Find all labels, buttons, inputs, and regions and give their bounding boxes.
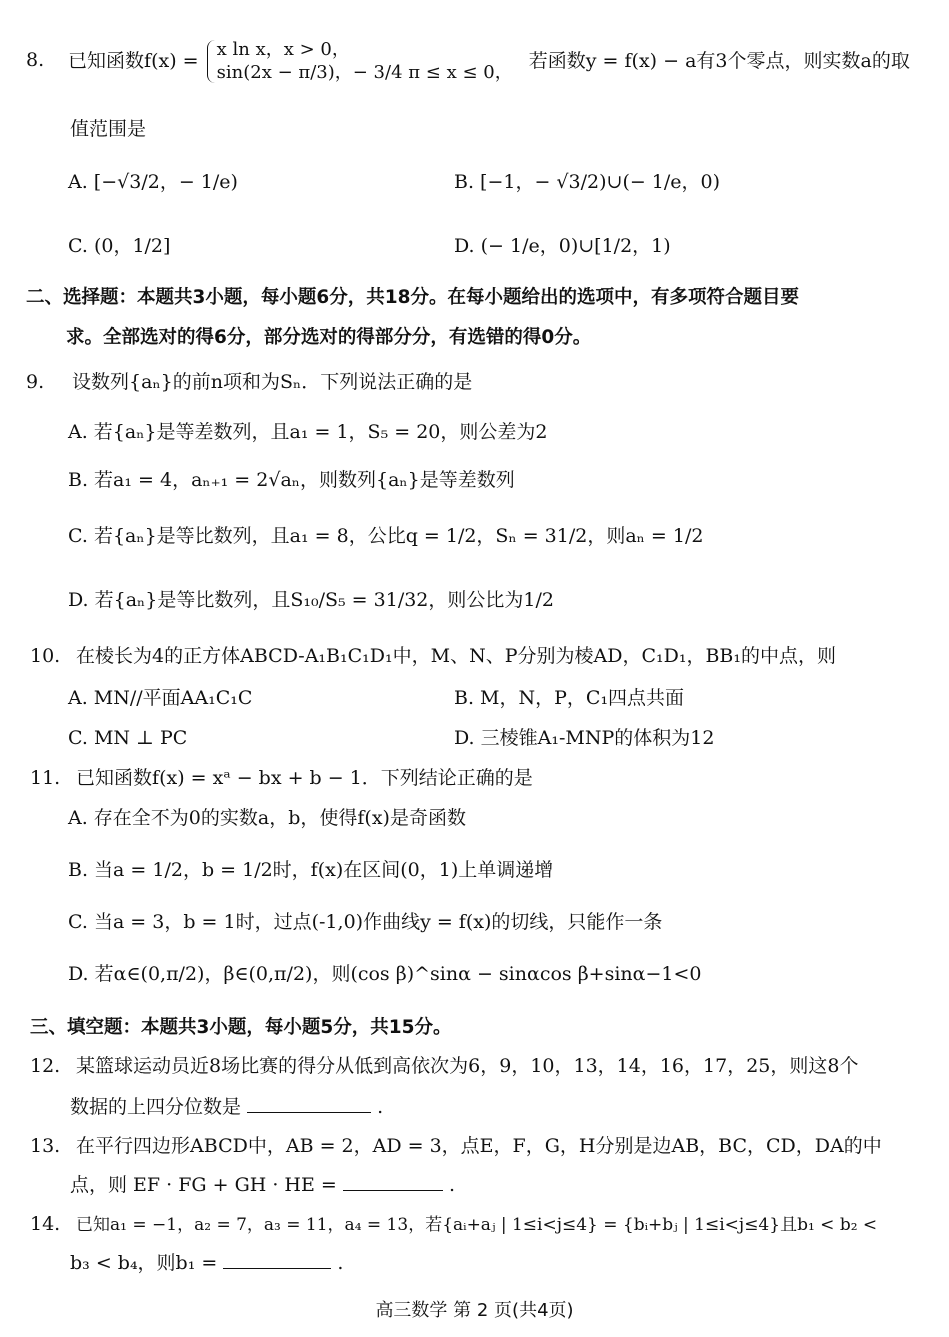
q8-stem-a: 已知函数f(x) = [68, 50, 199, 73]
q14-number: 14. [30, 1213, 61, 1235]
q10-row [30, 644, 836, 669]
q8-piecewise [205, 38, 513, 85]
q8-option-b: B. [−1，− √3/2)∪(− 1/e，0) [454, 171, 721, 193]
q8-option-d: D. (− 1/e，0)∪[1/2，1) [454, 235, 671, 257]
q8-number: 8. [26, 49, 45, 72]
q9-option-d: D. 若{aₙ}是等比数列，且S₁₀/S₅ = 31/32，则公比为1/2 [68, 589, 554, 611]
q10-number: 10. [30, 645, 61, 667]
q12-number: 12. [30, 1055, 61, 1077]
q10-option-d: D. 三棱锥A₁-MNP的体积为12 [454, 727, 715, 749]
q8-case-2: sin(2x − π/3)，− 3/4 π ≤ x ≤ 0， [216, 62, 513, 84]
q12-line2: 数据的上四分位数是 [70, 1096, 242, 1118]
q14-line1: 已知a₁ = −1，a₂ = 7，a₃ = 11，a₄ = 13，若{aᵢ+aⱼ | 1≤i<j≤4} = {bᵢ+bⱼ | 1≤i<j≤4}且b₁ < b₂ < [76, 1215, 878, 1235]
q14-row [30, 1212, 877, 1237]
q11-row [30, 766, 533, 791]
q13-end: . [448, 1174, 455, 1196]
q8-option-a: A. [−√3/2，− 1/e) [68, 171, 238, 193]
q9-option-c: C. 若{aₙ}是等比数列，且a₁ = 8，公比q = 1/2，Sₙ = 31/2，则aₙ = 1/2 [68, 525, 704, 547]
q8-stem-b: 若函数y = f(x) − a有3个零点，则实数a的取 [528, 50, 910, 73]
q8-option-c: C. (0，1/2] [68, 235, 171, 257]
q10-option-c: C. MN ⊥ PC [68, 727, 188, 749]
q9-stem: 设数列{aₙ}的前n项和为Sₙ．下列说法正确的是 [72, 371, 473, 393]
section2-heading-line1: 二、选择题：本题共3小题，每小题6分，共18分。在每小题给出的选项中，有多项符合题目要 [26, 287, 799, 308]
q14-answer-blank[interactable] [223, 1250, 331, 1269]
q13-line2-row [70, 1172, 455, 1198]
q9-option-a: A. 若{aₙ}是等差数列，且a₁ = 1，S₅ = 20，则公差为2 [68, 421, 548, 443]
q11-stem: 已知函数f(x) = xᵃ − bx + b − 1．下列结论正确的是 [76, 767, 533, 789]
q12-line1: 某篮球运动员近8场比赛的得分从低到高依次为6，9，10，13，14，16，17，25，则这8个 [76, 1055, 859, 1077]
q10-option-a: A. MN//平面AA₁C₁C [68, 687, 253, 709]
section2-heading-line2: 求。全部选对的得6分，部分选对的得部分分，有选错的得0分。 [66, 327, 592, 348]
q12-line2-row [70, 1094, 383, 1120]
q9-option-b: B. 若a₁ = 4，aₙ₊₁ = 2√aₙ，则数列{aₙ}是等差数列 [68, 469, 515, 491]
q13-line1: 在平行四边形ABCD中，AB = 2，AD = 3，点E，F，G，H分别是边AB，BC，CD，DA的中 [76, 1135, 882, 1157]
q8-stem-c: 值范围是 [70, 118, 147, 140]
q12-answer-blank[interactable] [247, 1094, 371, 1113]
q13-row [30, 1134, 882, 1159]
section3-heading: 三、填空题：本题共3小题，每小题5分，共15分。 [30, 1017, 452, 1038]
q8-case-1: x ln x，x > 0， [216, 39, 350, 60]
q10-stem: 在棱长为4的正方体ABCD-A₁B₁C₁D₁中，M、N、P分别为棱AD，C₁D₁，BB₁的中点，则 [76, 645, 837, 667]
q11-option-b: B. 当a = 1/2，b = 1/2时，f(x)在区间(0，1)上单调递增 [68, 859, 554, 881]
q14-end: . [337, 1252, 344, 1274]
q12-end: . [377, 1096, 384, 1118]
page-footer: 高三数学 第 2 页(共4页) [375, 1300, 574, 1321]
q11-option-c: C. 当a = 3，b = 1时，过点(-1,0)作曲线y = f(x)的切线，只能作一条 [68, 911, 663, 933]
q12-row [30, 1054, 858, 1079]
q11-option-a: A. 存在全不为0的实数a，b，使得f(x)是奇函数 [68, 807, 466, 829]
q14-line2: b₃ < b₄，则b₁ = [70, 1252, 218, 1274]
q11-option-d: D. 若α∈(0,π/2)，β∈(0,π/2)，则(cos β)^sinα − sinαcos β+sinα−1<0 [68, 963, 702, 985]
q10-option-b: B. M，N，P，C₁四点共面 [454, 687, 685, 709]
q13-number: 13. [30, 1135, 61, 1157]
q11-number: 11. [30, 767, 61, 789]
q9-row [26, 370, 472, 395]
q14-line2-row [70, 1250, 343, 1276]
q13-answer-blank[interactable] [343, 1172, 443, 1191]
q8-row [26, 38, 910, 85]
q9-number: 9. [26, 371, 45, 393]
q13-line2: 点，则 EF · FG + GH · HE = [70, 1174, 337, 1196]
